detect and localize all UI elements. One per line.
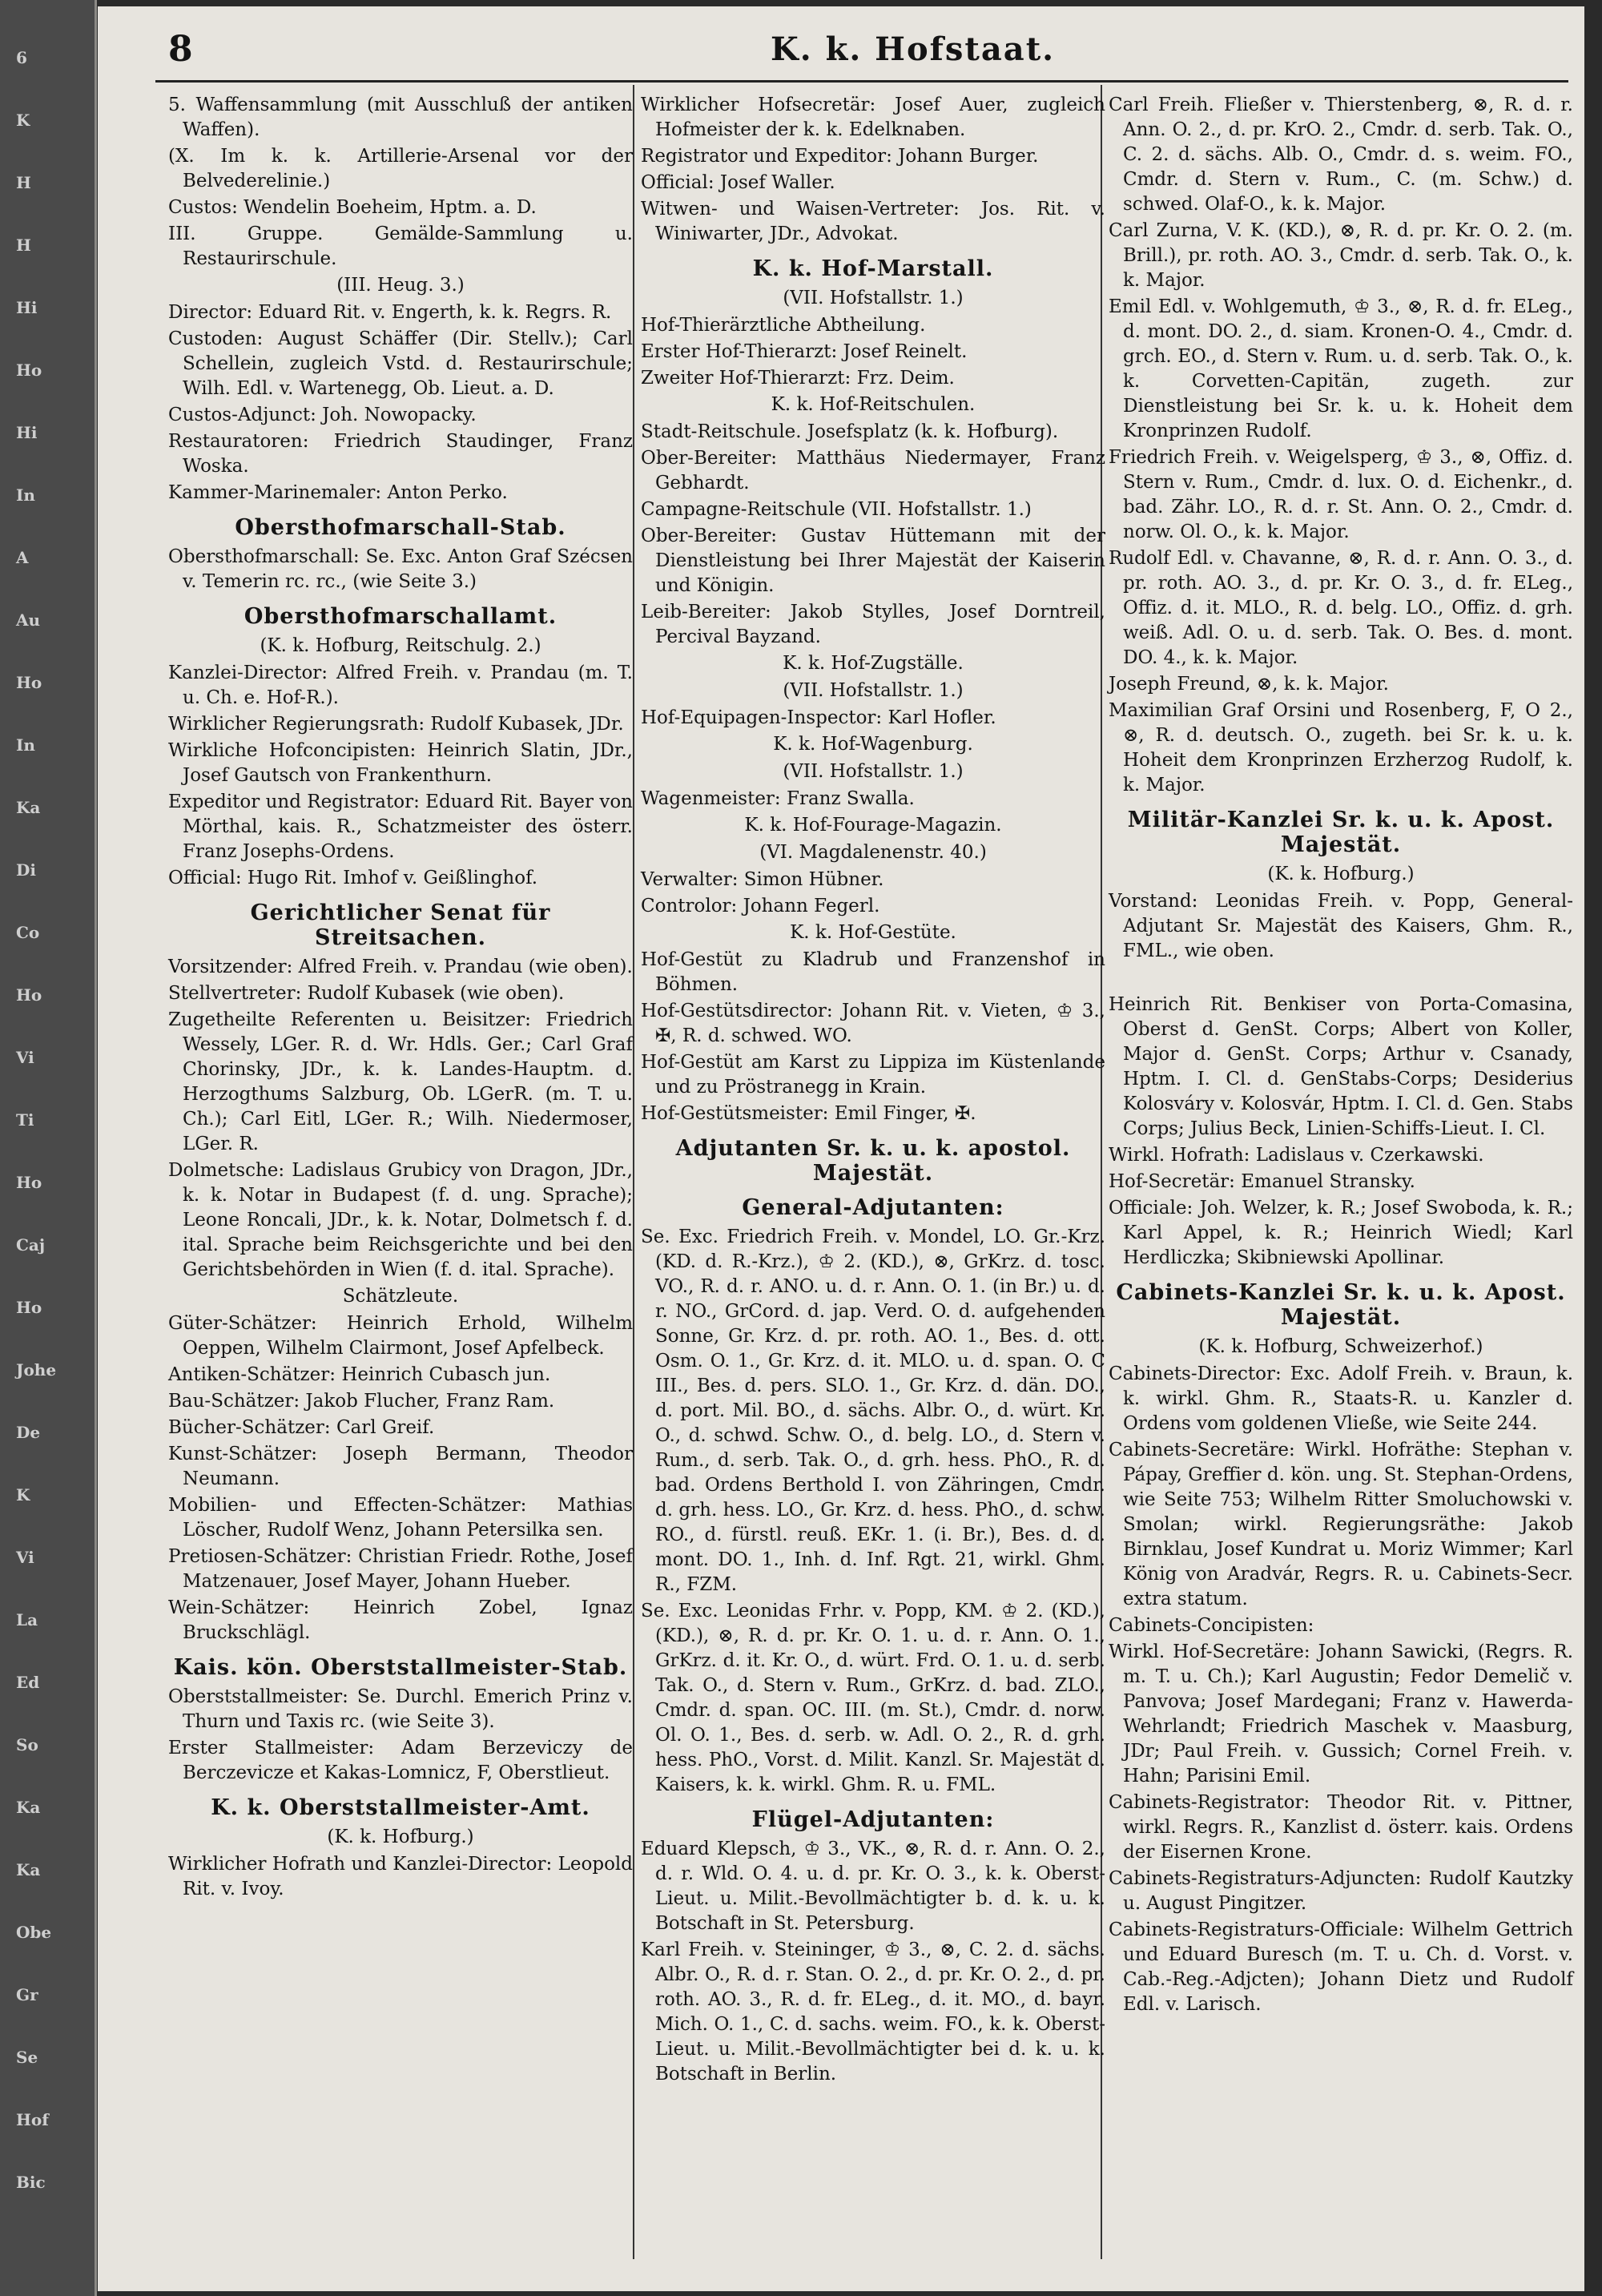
section-subheading: (K. k. Hofburg, Schweizerhof.) [1198,1336,1483,1357]
entry-paragraph: Cabinets-Registraturs-Officiale: Wilhelm Gettrich und Eduard Buresch (m. T. u. Ch. d. Vorst. v. Cab.-Reg.-Adjcten); Johann Dietz und Rudolf Edl. v. Larisch. [1109,1919,1573,2015]
entry-paragraph: Official: Hugo Rit. Imhof v. Geißlinghof. [168,868,538,888]
entry-paragraph: Hof-Gestüt zu Kladrub und Franzenshof in Böhmen. [641,949,1105,995]
edge-fragment: Vi [16,1548,34,1567]
entry-paragraph: Officiale: Joh. Welzer, k. R.; Josef Swoboda, k. R.; Karl Appel, k. R.; Heinrich Wiedl; Karl Herdliczka; Skibniewski Apollinar. [1109,1198,1573,1268]
entry-paragraph: Kammer-Marinemaler: Anton Perko. [168,482,508,503]
entry-paragraph: Kanzlei-Director: Alfred Freih. v. Prandau (m. T. u. Ch. e. Hof-R.). [168,663,633,708]
entry-paragraph: Director: Eduard Rit. v. Engerth, k. k. Regrs. R. [168,302,612,323]
section-heading: K. k. Hof-Marstall. [752,256,994,281]
entry-paragraph: Wirkl. Hofrath: Ladislaus v. Czerkawski. [1109,1145,1484,1166]
edge-fragment: Bic [16,2173,46,2192]
entry-paragraph: Vorstand: Leonidas Freih. v. Popp, General-Adjutant Sr. Majestät des Kaisers, Ghm. R., FML., wie oben. [1109,891,1573,961]
entry-paragraph: Hof-Gestütsmeister: Emil Finger, ✠. [641,1103,976,1124]
edge-fragment: K [16,1485,30,1504]
edge-fragment: Di [16,860,36,880]
entry-paragraph: Emil Edl. v. Wohlgemuth, ♔ 3., ⊗, R. d. fr. ELeg., d. mont. DO. 2., d. siam. Kronen-O. 4., Cmdr. d. grch. EO., d. Stern v. Rum. u. d. serb. Tak. O., k. k. Corvetten-Capitän, zugeth. zur Dienstleistung bei Sr. k. u. k. Hoheit dem Kronprinzen Rudolf. [1109,296,1573,441]
section-subheading: (K. k. Hofburg.) [1267,864,1415,884]
entry-paragraph: Ober-Bereiter: Matthäus Niedermayer, Franz Gebhardt. [641,448,1105,493]
entry-paragraph: Cabinets-Secretäre: Wirkl. Hofräthe: Stephan v. Pápay, Greffier d. kön. ung. St. Stephan-Ordens, wie Seite 753; Wilhelm Ritter Smoluchowski v. Smolan; wirkl. Regierungsräthe: Jakob Birnklau, Josef Kundrat u. Moriz Wimmer; Karl König von Aradvár, Regrs. R. u. Cabinets-Secr. extra statum. [1109,1440,1573,1609]
edge-fragment: K [16,111,30,130]
edge-fragment: In [16,735,35,755]
edge-fragment: Au [16,610,41,630]
edge-fragment: Hof [16,2110,49,2129]
section-heading: Cabinets-Kanzlei Sr. k. u. k. Apost. Majestät. [1116,1280,1566,1330]
column-3 [1109,93,1573,2019]
entry-paragraph: Restauratoren: Friedrich Staudinger, Franz Woska. [168,431,633,477]
entry-paragraph: Maximilian Graf Orsini und Rosenberg, F, O 2., ⊗, R. d. deutsch. O., zugeth. bei Sr. k. u. k. Hoheit dem Kronprinzen Erzherzog Rudolf, k. k. Major. [1109,700,1573,796]
edge-fragment: Ka [16,1860,41,1879]
entry-paragraph: Expeditor und Registrator: Eduard Rit. Bayer von Mörthal, kais. R., Schatzmeister des österr. Franz Josephs-Ordens. [168,792,633,862]
entry-paragraph: Custos: Wendelin Boeheim, Hptm. a. D. [168,197,537,218]
entry-paragraph: Erster Hof-Thierarzt: Josef Reinelt. [641,341,968,362]
entry-paragraph: Zweiter Hof-Thierarzt: Frz. Deim. [641,368,955,389]
section-subheading: K. k. Hof-Fourage-Magazin. [744,815,1002,836]
edge-fragment: Ho [16,1173,42,1192]
entry-paragraph: Witwen- und Waisen-Vertreter: Jos. Rit. v. Winiwarter, JDr., Advokat. [641,199,1105,244]
edge-fragment: In [16,485,35,505]
section-heading: Kais. kön. Oberststallmeister-Stab. [173,1655,628,1680]
entry-paragraph: Kunst-Schätzer: Joseph Bermann, Theodor Neumann. [168,1444,633,1489]
section-subheading: (III. Heug. 3.) [336,275,465,296]
entry-paragraph: Wirklicher Hofsecretär: Josef Auer, zugleich Hofmeister der k. k. Edelknaben. [641,95,1105,140]
entry-paragraph: Dolmetsche: Ladislaus Grubicy von Dragon, JDr., k. k. Notar in Budapest (f. d. ung. Sprache); Leone Roncali, JDr., k. k. Notar, Dolmetsch f. d. ital. Sprache beim Reichsgerichte und bei den Gerichtsbehörden in Wien (f. d. ital. Sprache). [168,1160,633,1280]
section-heading: Militär-Kanzlei Sr. k. u. k. Apost. Majestät. [1127,808,1555,857]
edge-fragment: Co [16,923,40,942]
entry-paragraph: Karl Freih. v. Steininger, ♔ 3., ⊗, C. 2. d. sächs. Albr. O., R. d. r. Stan. O. 2., d. pr. Kr. O. 2., d. pr. roth. AO. 3., R. d. fr. ELeg., d. it. MO., d. bayr. Mich. O. 1., C. d. sachs. weim. FO., k. k. Oberst-Lieut. u. Milit.-Bevollmächtigter bei d. k. u. k. Botschaft in Berlin. [641,1940,1105,2085]
entry-paragraph: Carl Zurna, V. K. (KD.), ⊗, R. d. pr. Kr. O. 2. (m. Brill.), pr. roth. AO. 3., Cmdr. d. serb. Tak. O., k. k. Major. [1109,220,1573,291]
edge-fragment: Ka [16,798,41,817]
entry-paragraph: Eduard Klepsch, ♔ 3., VK., ⊗, R. d. r. Ann. O. 2., d. r. Wld. O. 4. u. d. pr. Kr. O. 3., k. k. Oberst-Lieut. u. Milit.-Bevollmächtigter b. d. k. u. k. Botschaft in St. Petersburg. [641,1839,1105,1934]
entry-paragraph: Se. Exc. Leonidas Frhr. v. Popp, KM. ♔ 2. (KD.), (KD.), ⊗, R. d. pr. Kr. O. 1. u. d. r. Ann. O. 1., GrKrz. d. it. Kr. O., d. würt. Frd. O. 1. u. d. serb. Tak. O., d. Stern v. Rum., GrKrz. d. bad. ZLO., Cmdr. d. span. OC. III. (m. St.), Cmdr. d. norw. Ol. O. 1., Bes. d. serb. w. Adl. O. 2., R. d. grh. hess. PhO., Vorst. d. Milit. Kanzl. Sr. Majestät d. Kaisers, k. k. wirkl. Ghm. R. u. FML. [641,1601,1105,1795]
edge-fragment: La [16,1610,38,1629]
section-subheading: K. k. Hof-Gestüte. [790,922,956,943]
edge-fragment: Ho [16,361,42,380]
edge-fragment: Johe [16,1360,57,1380]
entry-paragraph: Friedrich Freih. v. Weigelsperg, ♔ 3., ⊗, Offiz. d. Stern v. Rum., Cmdr. d. lux. O. d. Eichenkr., d. bad. Zähr. LO., R. d. r. St. Ann. O. 2., Cmdr. d. norw. Ol. O., k. k. Major. [1109,447,1573,542]
edge-fragment: Ho [16,673,42,692]
edge-fragment: Se [16,2048,38,2067]
edge-fragment: Ho [16,1298,42,1317]
section-heading: Flügel-Adjutanten: [751,1807,995,1832]
header-rule [155,80,1568,83]
section-heading: K. k. Oberststallmeister-Amt. [211,1795,590,1820]
section-subheading: Schätzleute. [342,1286,459,1307]
entry-paragraph: Registrator und Expeditor: Johann Burger. [641,146,1039,167]
entry-paragraph: Campagne-Reitschule (VII. Hofstallstr. 1.) [641,499,1032,520]
section-subheading: (VII. Hofstallstr. 1.) [783,288,964,308]
entry-paragraph: Custos-Adjunct: Joh. Nowopacky. [168,405,477,425]
entry-paragraph: Cabinets-Concipisten: [1109,1615,1314,1636]
section-heading: General-Adjutanten: [742,1195,1004,1220]
entry-paragraph: Wein-Schätzer: Heinrich Zobel, Ignaz Bruckschlägl. [168,1597,633,1643]
page-number: 8 [168,29,193,70]
entry-paragraph: Hof-Secretär: Emanuel Stransky. [1109,1171,1415,1192]
entry-paragraph: Wirklicher Regierungsrath: Rudolf Kubasek, JDr. [168,714,624,735]
entry-paragraph: Wirkliche Hofconcipisten: Heinrich Slatin, JDr., Josef Gautsch von Frankenthurn. [168,740,633,786]
spacer [1109,965,1573,993]
entry-paragraph: (X. Im k. k. Artillerie-Arsenal vor der Belvederelinie.) [168,146,633,191]
edge-fragment: Ed [16,1673,40,1692]
entry-paragraph: Hof-Equipagen-Inspector: Karl Hofler. [641,707,996,728]
entry-paragraph: Güter-Schätzer: Heinrich Erhold, Wilhelm Oeppen, Wilhelm Clairmont, Josef Apfelbeck. [168,1313,633,1359]
section-subheading: K. k. Hof-Wagenburg. [773,734,973,755]
section-subheading: (VII. Hofstallstr. 1.) [783,761,964,782]
edge-fragment: So [16,1735,38,1754]
edge-fragment: Hi [16,298,38,317]
section-heading: Adjutanten Sr. k. u. k. apostol. Majestät. [675,1136,1071,1186]
entry-paragraph: Wirkl. Hof-Secretäre: Johann Sawicki, (Regrs. R. m. T. u. Ch.); Karl Augustin; Fedor Demelič v. Panvova; Josef Mardegani; Franz v. Hawerda-Wehrlandt; Friedrich Maschek v. Maasburg, JDr; Paul Freih. v. Gussich; Cornel Freih. v. Hahn; Parisini Emil. [1109,1641,1573,1786]
edge-fragment: Hi [16,423,38,442]
entry-paragraph: Rudolf Edl. v. Chavanne, ⊗, R. d. r. Ann. O. 3., d. pr. roth. AO. 3., d. pr. Kr. O. 3., d. fr. ELeg., Offiz. d. it. MLO., R. d. belg. LO., Offiz. d. grh. weiß. Adl. O. u. d. serb. Tak. O. Bes. d. mont. DO. 4., k. k. Major. [1109,548,1573,668]
entry-paragraph: Stadt-Reitschule. Josefsplatz (k. k. Hofburg). [641,421,1059,442]
entry-paragraph: Bücher-Schätzer: Carl Greif. [168,1417,435,1438]
entry-paragraph: Antiken-Schätzer: Heinrich Cubasch jun. [168,1364,551,1385]
edge-fragment: H [16,173,31,192]
edge-fragment: H [16,236,31,255]
entry-paragraph: Carl Freih. Fließer v. Thierstenberg, ⊗, R. d. r. Ann. O. 2., d. pr. KrO. 2., Cmdr. d. serb. Tak. O., C. 2. d. sächs. Alb. O., Cmdr. d. s. weim. FO., Cmdr. d. Stern v. Rum., C. (m. Schw.) d. schwed. Olaf-O., k. k. Major. [1109,95,1573,215]
entry-paragraph: Pretiosen-Schätzer: Christian Friedr. Rothe, Josef Matzenauer, Josef Mayer, Johann Hueber. [168,1546,633,1592]
entry-paragraph: Controlor: Johann Fegerl. [641,896,880,916]
edge-fragment: Caj [16,1235,46,1255]
entry-paragraph: Zugetheilte Referenten u. Beisitzer: Friedrich Wessely, LGer. R. d. Wr. Hdls. Ger.; Carl Graf Chorinsky, JDr., k. k. Landes-Hauptm. d. Herzogthums Salzburg, Ob. LGerR. (m. T. u. Ch.); Carl Eitl, LGer. R.; Wilh. Niedermoser, LGer. R. [168,1009,633,1154]
edge-fragment: Gr [16,1985,38,2004]
running-head: K. k. Hofstaat. [771,30,1056,68]
entry-paragraph: Erster Stallmeister: Adam Berzeviczy de Berczevicze et Kakas-Lomnicz, F, Oberstlieut. [168,1738,633,1783]
edge-fragment: Vi [16,1048,34,1067]
entry-paragraph: Cabinets-Registraturs-Adjuncten: Rudolf Kautzky u. August Pingitzer. [1109,1868,1573,1914]
entry-paragraph: Hof-Gestütsdirector: Johann Rit. v. Vieten, ♔ 3., ✠, R. d. schwed. WO. [641,1001,1105,1046]
edge-fragment: Obe [16,1923,52,1942]
section-heading: Obersthofmarschallamt. [244,604,557,629]
entry-paragraph: 5. Waffensammlung (mit Ausschluß der antiken Waffen). [168,95,633,140]
entry-paragraph: Wagenmeister: Franz Swalla. [641,788,915,809]
section-heading: Obersthofmarschall-Stab. [235,515,566,540]
edge-fragment: Ho [16,985,42,1005]
entry-paragraph: Verwalter: Simon Hübner. [641,869,884,890]
entry-paragraph: Hof-Thierärztliche Abtheilung. [641,315,926,336]
entry-paragraph: Se. Exc. Friedrich Freih. v. Mondel, LO. Gr.-Krz. (KD. d. R.-Krz.), ♔ 2. (KD.), ⊗, GrKrz. d. tosc. VO., R. d. r. ANO. u. d. r. Ann. O. 1. (in Br.) u. d. r. NO., GrCord. d. jap. Verd. O. d. aufgehenden Sonne, Gr. Krz. d. pr. roth. AO. 1., Bes. d. ott. Osm. O. 1., Gr. Krz. d. it. MLO. u. d. span. O. C III., Bes. d. pers. SLO. 1., Gr. Krz. d. dän. DO., d. port. Mil. BO., d. sächs. Albr. O., d. würt. Kr. O., d. schwd. Schw. O., d. belg. LO., d. Stern v. Rum., d. serb. Tak. O., d. grh. hess. PhO., R. d. bad. Ordens Berthold I. von Zähringen, Cmdr. d. grh. hess. LO., Gr. Krz. d. hess. PhO., d. schw. RO., d. fürstl. reuß. EKr. 1. (i. Br.), Bes. d. d. mont. DO. 1., Inh. d. Inf. Rgt. 21, wirkl. Ghm. R., FZM. [641,1227,1105,1595]
edge-fragment: De [16,1423,41,1442]
column-2 [641,93,1105,2089]
entry-paragraph: Vorsitzender: Alfred Freih. v. Prandau (wie oben). [168,957,633,977]
entry-paragraph: III. Gruppe. Gemälde-Sammlung u. Restaurirschule. [168,224,633,269]
entry-paragraph: Oberststallmeister: Se. Durchl. Emerich Prinz v. Thurn und Taxis rc. (wie Seite 3). [168,1686,633,1732]
section-subheading: K. k. Hof-Zugställe. [783,653,964,674]
column-1 [168,93,633,1903]
entry-paragraph: Bau-Schätzer: Jakob Flucher, Franz Ram. [168,1391,555,1412]
entry-paragraph: Official: Josef Waller. [641,172,835,193]
edge-fragment: A [16,548,29,567]
entry-paragraph: Hof-Gestüt am Karst zu Lippiza im Küstenlande und zu Pröstranegg in Krain. [641,1052,1105,1098]
entry-paragraph: Stellvertreter: Rudolf Kubasek (wie oben). [168,983,565,1004]
entry-paragraph: Custoden: August Schäffer (Dir. Stellv.); Carl Schellein, zugleich Vstd. d. Restaurirschule; Wilh. Edl. v. Wartenegg, Ob. Lieut. a. D. [168,328,633,399]
section-subheading: (K. k. Hofburg.) [327,1827,474,1847]
entry-paragraph: Heinrich Rit. Benkiser von Porta-Comasina, Oberst d. GenSt. Corps; Albert von Koller, Major d. GenSt. Corps; Arthur v. Csanady, Hptm. I. Cl. d. GenStabs-Corps; Desiderius Kolosváry v. Kolosvár, Hptm. I. Cl. d. Gen. Stabs Corps; Julius Beck, Linien-Schiffs-Lieut. I. Cl. [1109,994,1573,1139]
entry-paragraph: Obersthofmarschall: Se. Exc. Anton Graf Szécsen v. Temerin rc. rc., (wie Seite 3.) [168,546,633,592]
section-subheading: (K. k. Hofburg, Reitschulg. 2.) [260,635,541,656]
binding-edge [0,0,97,2296]
edge-fragment: 6 [16,48,27,67]
section-heading: Gerichtlicher Senat für Streitsachen. [250,900,551,950]
entry-paragraph: Leib-Bereiter: Jakob Stylles, Josef Dorntreil, Percival Bayzand. [641,602,1105,647]
entry-paragraph: Joseph Freund, ⊗, k. k. Major. [1109,674,1389,695]
entry-paragraph: Ober-Bereiter: Gustav Hüttemann mit der Dienstleistung bei Ihrer Majestät der Kaiserin und Königin. [641,526,1105,596]
column-divider [633,85,634,2259]
entry-paragraph: Cabinets-Director: Exc. Adolf Freih. v. Braun, k. k. wirkl. Ghm. R., Staats-R. u. Kanzler d. Ordens vom goldenen Vließe, wie Seite 244. [1109,1364,1573,1434]
section-subheading: (VII. Hofstallstr. 1.) [783,680,964,701]
entry-paragraph: Wirklicher Hofrath und Kanzlei-Director: Leopold Rit. v. Ivoy. [168,1854,633,1899]
section-subheading: (VI. Magdalenenstr. 40.) [759,842,987,863]
entry-paragraph: Mobilien- und Effecten-Schätzer: Mathias Löscher, Rudolf Wenz, Johann Petersilka sen. [168,1495,633,1541]
edge-fragment: Ti [16,1110,34,1130]
document-page [98,6,1584,2291]
section-subheading: K. k. Hof-Reitschulen. [771,394,976,415]
entry-paragraph: Cabinets-Registrator: Theodor Rit. v. Pittner, wirkl. Regrs. R., Kanzlist d. österr. kais. Ordens der Eisernen Krone. [1109,1792,1573,1863]
edge-fragment: Ka [16,1798,41,1817]
